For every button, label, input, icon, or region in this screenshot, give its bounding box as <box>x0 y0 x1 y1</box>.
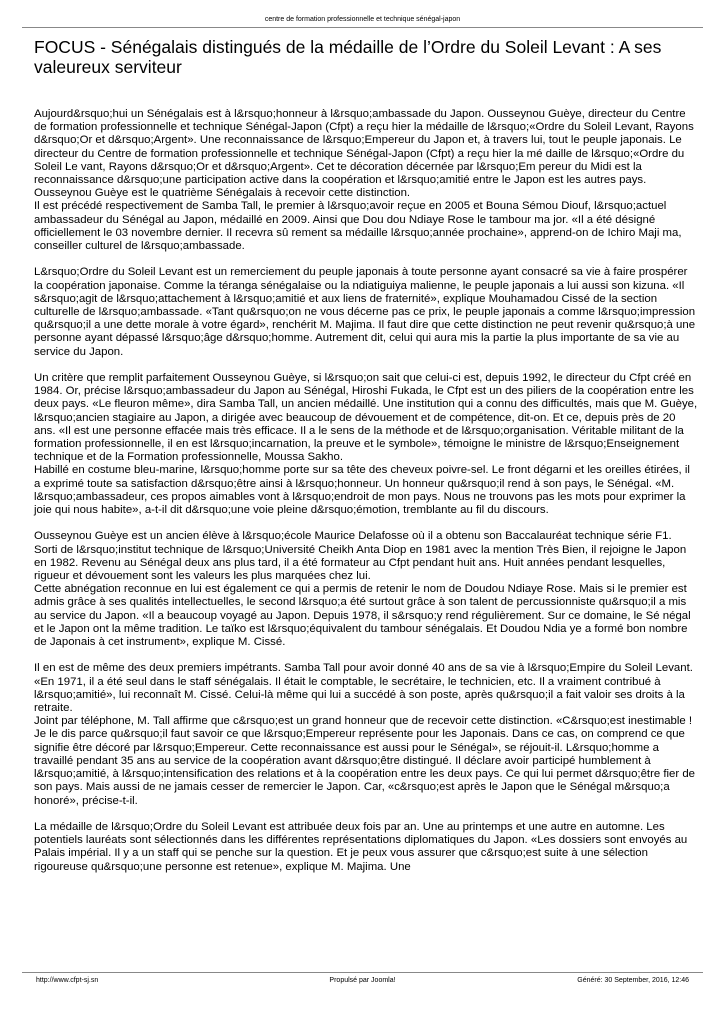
footer-generated-date: Généré: 30 September, 2016, 12:46 <box>577 977 689 984</box>
article-paragraph-2: Il est précédé respectivement de Samba Tall, le premier à l&rsquo;avoir reçue en 2005 et Bouna Sémou Diouf, l&rsquo;actuel ambassadeur du Sénégal au Japon, médaillé en 2009. Ainsi que Dou dou Ndiaye Rose le tambour ma jor. «Il a été désigné officiellement le 03 novembre dernier. Il recevra sû rement sa médaille l&rsquo;année prochaine», apprend-on de Ichiro Maji ma, conseiller culturel de l&rsquo;ambassade. <box>34 200 682 253</box>
article-paragraph-8: Il en est de même des deux premiers impétrants. Samba Tall pour avoir donné 40 ans de sa vie à l&rsquo;Empire du Soleil Levant. «En 1971, il a été seul dans le staff sénégalais. Il était le comptable, le secrétaire, le technicien, etc. Il a vraiment contribué à l&rsquo;amitié», lui reconnaît M. Cissé. Celui-là même qui lui a succédé à son poste, après qu&rsquo;il a fait valoir ses droits à la retraite. <box>34 662 693 715</box>
article-paragraph-3: L&rsquo;Ordre du Soleil Levant est un remerciement du peuple japonais à toute personne ayant consacré sa vie à faire prospérer la coopération japonaise. Comme la téranga sénégalaise ou la ndiatiguiya malienne, le peuple japonais a lui aussi son kizuna. «Il s&rsquo;agit de l&rsquo;attachement à l&rsquo;amitié et aux liens de fraternité», explique Mouhamadou Cissé de la section culturelle de l&rsquo;ambassade. «Tant qu&rsquo;on ne vous décerne pas ce prix, le peuple japonais a comme l&rsquo;impression qu&rsquo;il a une dette morale à votre égard», renchérit M. Majima. Il faut dire que cette distinction ne peut revenir qu&rsquo;à une personne ayant dépassé l&rsquo;âge d&rsquo;homme. Autrement dit, celui qui aura mis la partie la plus importante de sa vie au service du Japon. <box>34 266 696 358</box>
article-title: FOCUS - Sénégalais distingués de la médaille de l’Ordre du Soleil Levant : A ses valeureux serviteur <box>34 37 662 77</box>
footer-divider <box>22 972 703 973</box>
footer-powered-by: Propulsé par Joomla! <box>329 977 396 984</box>
article-paragraph-6: Ousseynou Guèye est un ancien élève à l&rsquo;école Maurice Delafosse où il a obtenu son Baccalauréat technique série F1. Sorti de l&rsquo;institut technique de l&rsquo;Université Cheikh Anta Diop en 1981 avec la mention Très Bien, il rejoigne le Japon en 1982. Revenu au Sénégal deux ans plus tard, il a été formateur au Cfpt pendant huit ans. Huit années pendant lesquelles, rigueur et dévouement sont les valeurs les plus marquées chez lui. <box>34 530 687 583</box>
article-paragraph-9: Joint par téléphone, M. Tall affirme que c&rsquo;est un grand honneur que de recevoir cette distinction. «C&rsquo;est inestimable ! Je le dis parce qu&rsquo;il faut savoir ce que l&rsquo;Empereur représente pour les Japonais. Dans ce cas, on comprend ce que signifie être décoré par l&rsquo;Empereur. Cette reconnaissance est aussi pour le Sénégal», se réjouit-il. L&rsquo;homme a travaillé pendant 35 ans au service de la coopération avant d&rsquo;être distingué. Il déclare avoir participé humblement à l&rsquo;amitié, à l&rsquo;intensification des relations et à la coopération entre les deux pays. Ce qui lui permet d&rsquo;être fier de son pays. Mais aussi de ne jamais cesser de remercier le Japon. Car, «c&rsquo;est après le Japon que le Sénégal m&rsquo;a honoré», précise-t-il. <box>34 715 696 807</box>
article-paragraph-10: La médaille de l&rsquo;Ordre du Soleil Levant est attribuée deux fois par an. Une au printemps et une autre en automne. Les potentiels lauréats sont sélectionnés dans les différentes représentations diplomatiques du Japon. «Les dossiers sont envoyés au Palais impérial. Il y a un staff qui se penche sur la question. Et je peux vous assurer que c&rsquo;est suite à une sélection rigoureuse qu&rsquo;une personne est retenue», explique M. Majima. Une <box>34 820 688 873</box>
footer-site-link[interactable]: http://www.cfpt-sj.sn <box>36 977 99 984</box>
page-header-site-name: centre de formation professionnelle et technique sénégal-japon <box>264 16 461 23</box>
article-body <box>34 108 698 874</box>
article-paragraph-7: Cette abnégation reconnue en lui est également ce qui a permis de retenir le nom de Doudou Ndiaye Rose. Mais si le premier est admis grâce à ses qualités intellectuelles, le second l&rsquo;a été surtout grâce à son talent de percussionniste qu&rsquo;il a mis au service du Japon. «Il a beaucoup voyagé au Japon. Depuis 1978, il s&rsquo;y rend régulièrement. Sur ce domaine, le Sé négal et le Japon ont la même tradition. Le taïko est l&rsquo;équivalent du tambour sénégalais. Et Doudou Ndia ye a formé bon nombre de Japonais à cet instrument», explique M. Cissé. <box>34 583 691 649</box>
article-paragraph-5: Habillé en costume bleu-marine, l&rsquo;homme porte sur sa tête des cheveux poivre-sel. Le front dégarni et les oreilles étirées, il a exprimé toute sa satisfaction d&rsquo;être ainsi à l&rsquo;honneur. Un honneur qu&rsquo;il rend à son pays, le Sénégal. «M. l&rsquo;ambassadeur, ces propos aimables vont à l&rsquo;endroit de mon pays. Nous ne trouvons pas les mots pour exprimer la joie qui nous habite», a-t-il dit d&rsquo;une voie pleine d&rsquo;émotion, tremblante au fil du discours. <box>34 464 690 517</box>
header-divider <box>22 27 703 28</box>
article-paragraph-4: Un critère que remplit parfaitement Ousseynou Guèye, si l&rsquo;on sait que celui-ci est, depuis 1992, le directeur du Cfpt créé en 1984. Or, précise l&rsquo;ambassadeur du Japon au Sénégal, Hiroshi Fukada, le Cfpt est un des piliers de la coopération entre les deux pays. «Le fleuron même», dira Samba Tall, un ancien médaillé. Une institution qui a connu des difficultés, mais que M. Guèye, l&rsquo;ancien stagiaire au Japon, a dirigée avec beaucoup de dévouement et de compétence, dit-on. Et ce, depuis près de 20 ans. «Il est une personne effacée mais très efficace. Il a le sens de la méthode et de l&rsquo;organisation. Véritable militant de la formation professionnelle, il en est l&rsquo;incarnation, la preuve et le symbole», témoigne le ministre de l&rsquo;Enseignement technique et de la Formation professionnelle, Moussa Sakho. <box>34 372 698 464</box>
article-paragraph-1: Aujourd&rsquo;hui un Sénégalais est à l&rsquo;honneur à l&rsquo;ambassade du Japon. Ousseynou Guèye, directeur du Centre de formation professionnelle et technique Sénégal-Japon (Cfpt) a reçu hier la médaille de l&rsquo;«Ordre du Soleil Levant, Rayons d&rsquo;Or et d&rsquo;Argent». Une reconnaissance de l&rsquo;Empereur du Japon et, à travers lui, tout le peuple japonais. Le directeur du Centre de formation professionnelle et technique Sénégal-Japon (Cfpt) a reçu hier la mé daille de l&rsquo;«Ordre du Soleil Le vant, Rayons d&rsquo;Or et d&rsquo;Argent». Cet te décoration décernée par l&rsquo;Em pereur du Midi est la reconnaissance d&rsquo;une participation active dans la coopération et l&rsquo;amitié entre le Japon est les autres pays. Ousseynou Guèye est le quatrième Sénégalais à recevoir cette distinction. <box>34 108 694 200</box>
